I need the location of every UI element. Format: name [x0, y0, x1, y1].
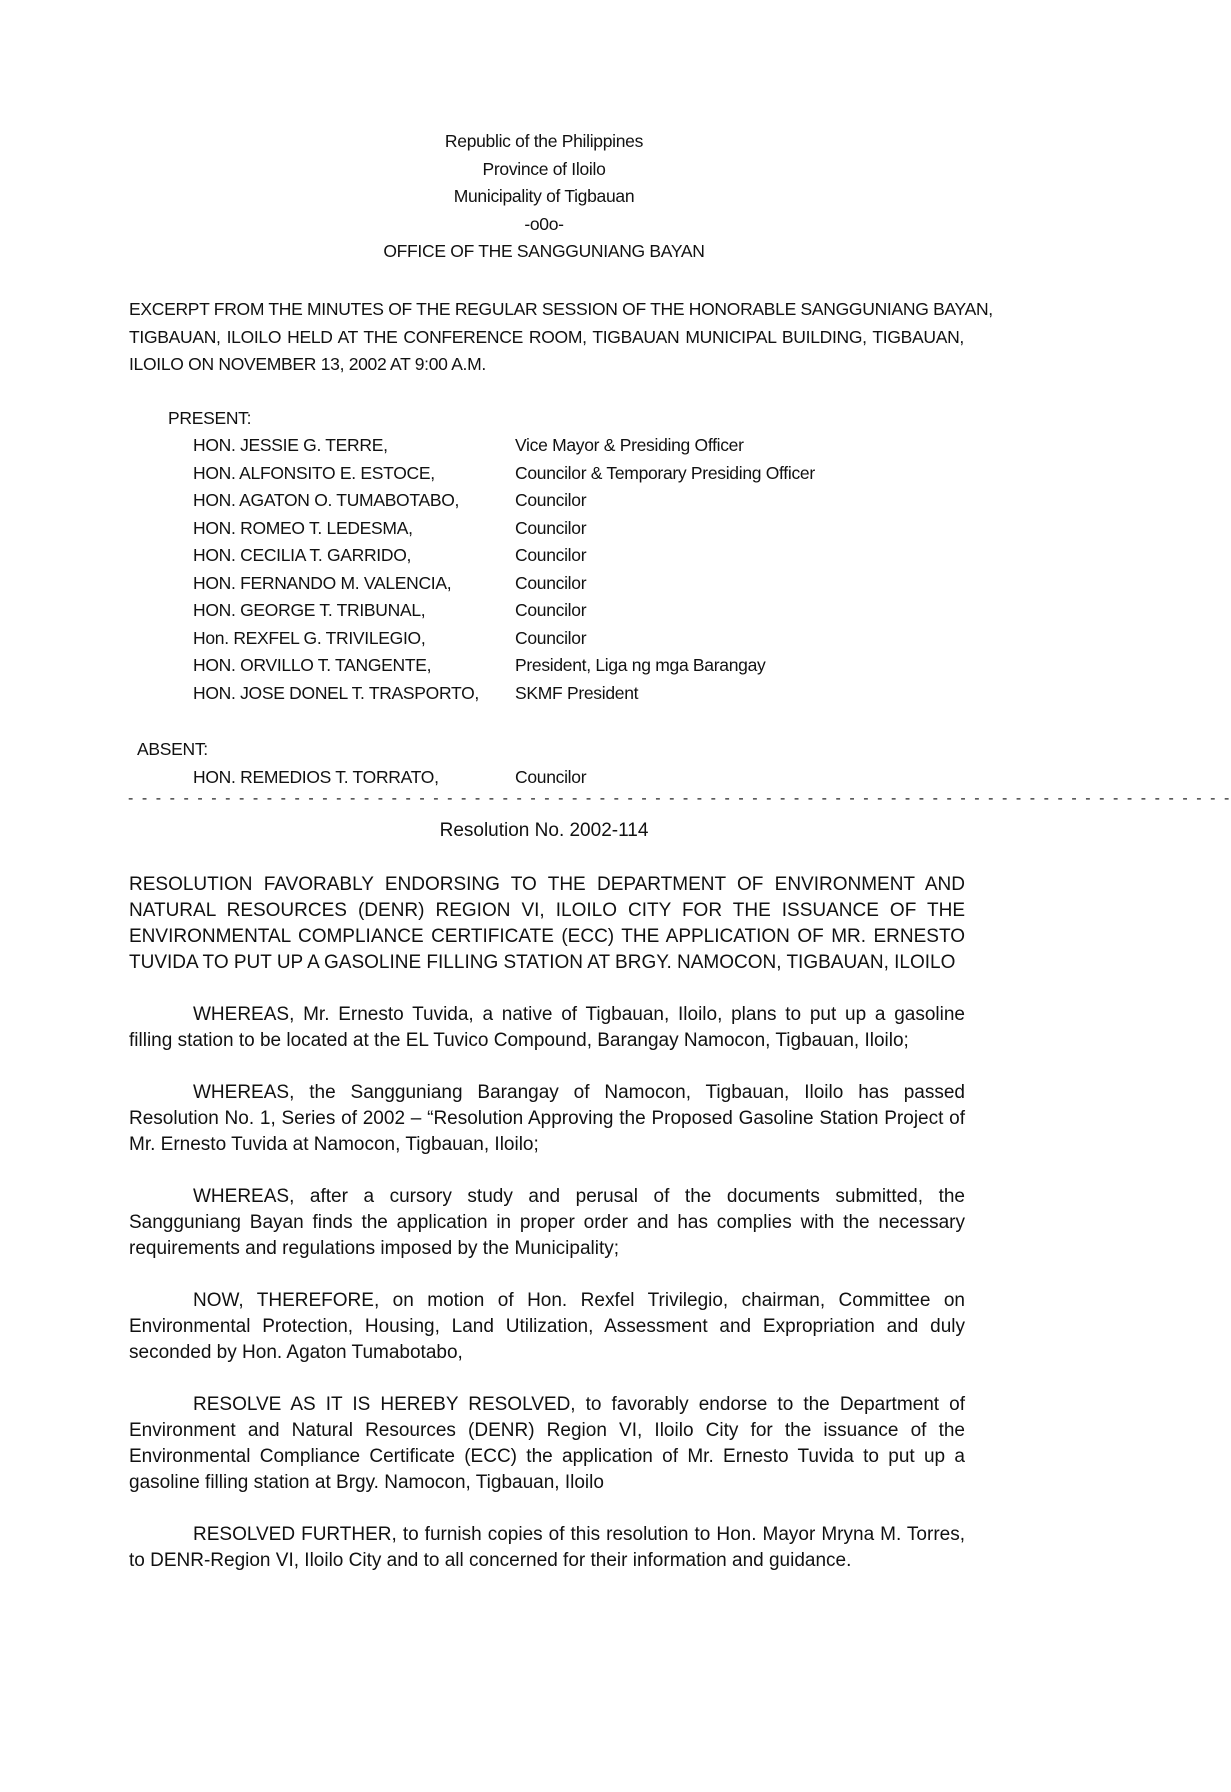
attendee-name: HON. JOSE DONEL T. TRASPORTO,: [193, 682, 479, 703]
present-label: PRESENT:: [168, 408, 252, 428]
header-country: Republic of the Philippines: [444, 131, 644, 151]
attendee-row: [193, 487, 953, 515]
whereas-paragraph: WHEREAS, Mr. Ernesto Tuvida, a native of Tigbauan, Iloilo, plans to put up a gasoline filling station to be located at the EL Tuvico Compound, Barangay Namocon, Tigbauan, Iloilo;: [129, 1004, 965, 1051]
attendee-position: Councilor: [515, 517, 587, 538]
attendee-row: [193, 570, 953, 598]
excerpt-line: ILOILO ON NOVEMBER 13, 2002 AT 9:00 A.M.: [129, 354, 486, 374]
resolved-further-paragraph: RESOLVED FURTHER, to furnish copies of this resolution to Hon. Mayor Mryna M. Torres, to DENR-Region VI, Iloilo City and to all concerned for their information and guidance.: [129, 1524, 965, 1571]
excerpt-line: TIGBAUAN, ILOILO HELD AT THE CONFERENCE ROOM, TIGBAUAN MUNICIPAL BUILDING, TIGBAUAN,: [129, 326, 964, 347]
minutes-excerpt: [129, 296, 993, 379]
attendee-position: President, Liga ng mga Barangay: [515, 655, 766, 675]
attendee-row: [193, 542, 953, 570]
attendee-name: HON. AGATON O. TUMABOTABO,: [193, 490, 460, 510]
whereas-paragraph: WHEREAS, the Sangguniang Barangay of Namocon, Tigbauan, Iloilo has passed Resolution No. 1, Series of 2002 – “Resolution Approving the Proposed Gasoline Station Project of Mr. Ernesto Tuvida at Namocon, Tigbauan, Iloilo;: [129, 1082, 965, 1155]
attendee-name: HON. CECILIA T. GARRIDO,: [193, 545, 412, 565]
section-divider: - - - - - - - - - - - - - - - - - - - - - - - - - - - - - - - - - - - - - - - - - - - - - - - - - - - - - - - - - - - - - - - - - - - - - - - - - - - - - - - -: [128, 790, 1231, 807]
resolution-title: RESOLUTION FAVORABLY ENDORSING TO THE DEPARTMENT OF ENVIRONMENT AND NATURAL RESOURCES (DENR) REGION VI, ILOILO CITY FOR THE ISSUANCE OF THE ENVIRONMENTAL COMPLIANCE CERTIFICATE (ECC) THE APPLICATION OF MR. ERNESTO TUVIDA TO PUT UP A GASOLINE FILLING STATION AT BRGY. NAMOCON, TIGBAUAN, ILOILO: [129, 874, 965, 973]
attendee-name: HON. ORVILLO T. TANGENTE,: [193, 655, 432, 675]
attendee-name: HON. JESSIE G. TERRE,: [193, 435, 388, 455]
attendee-row: [193, 625, 953, 653]
attendee-position: Councilor: [515, 490, 587, 510]
attendee-name: HON. REMEDIOS T. TORRATO,: [193, 767, 439, 787]
header-municipality: Municipality of Tigbauan: [453, 186, 635, 206]
attendee-row: [193, 652, 953, 680]
attendee-position: SKMF President: [515, 682, 639, 703]
attendee-name: HON. ALFONSITO E. ESTOCE,: [193, 462, 435, 483]
header-province: Province of Iloilo: [482, 158, 606, 179]
whereas-paragraph: WHEREAS, after a cursory study and perusal of the documents submitted, the Sangguniang Bayan finds the application in proper order and has complies with the necessary requirements and regulations imposed by the Municipality;: [129, 1186, 965, 1259]
attendee-row: [193, 515, 953, 543]
attendee-position: Councilor: [515, 600, 587, 620]
attendee-position: Councilor: [515, 627, 587, 648]
document-header: [0, 128, 1088, 266]
attendee-name: HON. GEORGE T. TRIBUNAL,: [193, 600, 426, 620]
attendee-row: [193, 432, 953, 460]
attendee-position: Councilor & Temporary Presiding Officer: [515, 462, 815, 483]
attendee-position: Vice Mayor & Presiding Officer: [515, 435, 744, 455]
excerpt-line: EXCERPT FROM THE MINUTES OF THE REGULAR SESSION OF THE HONORABLE SANGGUNIANG BAYAN,: [129, 299, 993, 319]
attendee-position: Councilor: [515, 767, 587, 787]
attendee-row: [193, 597, 953, 625]
resolved-paragraph: RESOLVE AS IT IS HEREBY RESOLVED, to favorably endorse to the Department of Environment and Natural Resources (DENR) Region VI, Iloilo City for the issuance of the Environmental Compliance Certificate (ECC) the application of Mr. Ernesto Tuvida to put up a gasoline filling station at Brgy. Namocon, Tigbauan, Iloilo: [129, 1394, 965, 1493]
motion-paragraph: NOW, THEREFORE, on motion of Hon. Rexfel Trivilegio, chairman, Committee on Environmental Protection, Housing, Land Utilization, Assessment and Expropriation and duly seconded by Hon. Agaton Tumabotabo,: [129, 1290, 965, 1363]
attendee-position: Councilor: [515, 572, 587, 593]
attendee-name: Hon. REXFEL G. TRIVILEGIO,: [193, 627, 426, 648]
attendee-name: HON. FERNANDO M. VALENCIA,: [193, 572, 452, 593]
header-office: OFFICE OF THE SANGGUNIANG BAYAN: [383, 241, 705, 261]
present-list: [193, 432, 953, 707]
resolution-number: Resolution No. 2002-114: [439, 820, 649, 841]
absent-label: ABSENT:: [137, 739, 208, 759]
attendee-name: HON. ROMEO T. LEDESMA,: [193, 517, 413, 538]
attendee-row: [193, 460, 953, 488]
header-ornament: -o0o-: [524, 213, 564, 234]
attendee-row: [193, 680, 953, 708]
resolution-body: [129, 872, 965, 1600]
attendee-position: Councilor: [515, 545, 587, 565]
